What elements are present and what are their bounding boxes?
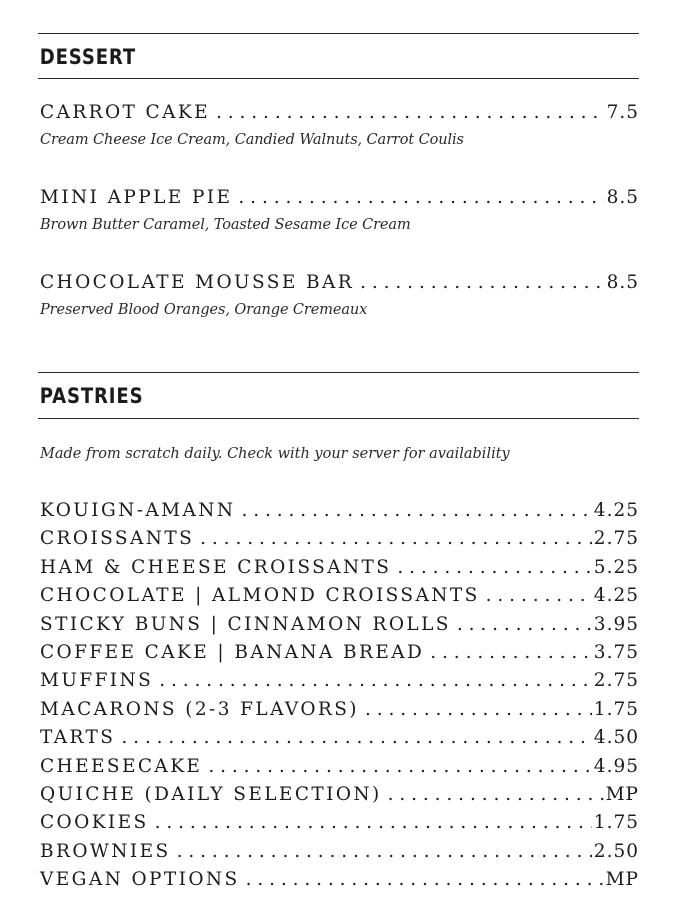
dot-leader: [216, 102, 605, 123]
menu-item-price: 1.75: [593, 698, 639, 720]
menu-item-price: 2.50: [593, 840, 639, 862]
menu-item: [38, 866, 639, 894]
pastries-note: Made from scratch daily. Check with your server for availability: [40, 446, 510, 462]
menu-item-name: STICKY BUNS | CINNAMON ROLLS: [40, 613, 451, 635]
menu-item-description: Brown Butter Caramel, Toasted Sesame Ice Cream: [40, 217, 411, 233]
menu-item-price: 3.95: [593, 613, 639, 635]
menu-item-name: BROWNIES: [40, 840, 171, 862]
menu-item-name: CHEESECAKE: [40, 755, 203, 777]
menu-item: [38, 696, 639, 724]
menu-item-name: TARTS: [40, 727, 116, 749]
section-top-rule: [38, 33, 639, 34]
dot-leader: [360, 272, 604, 293]
dot-leader: [430, 639, 592, 667]
menu-item: [38, 753, 639, 781]
menu-item: [38, 639, 639, 667]
menu-item: [38, 611, 639, 639]
menu-item-description: Preserved Blood Oranges, Orange Cremeaux: [40, 302, 368, 318]
dot-leader: [246, 866, 604, 894]
menu-item: [38, 667, 639, 695]
menu-item-name: COOKIES: [40, 812, 149, 834]
menu-item-price: MP: [605, 869, 639, 891]
menu-item-price: 5.25: [593, 556, 639, 578]
dot-leader: [238, 187, 604, 208]
menu-item: [38, 187, 639, 233]
menu-item-line: [38, 102, 639, 123]
menu-item-name: QUICHE (DAILY SELECTION): [40, 783, 382, 805]
menu-item-name: COFFEE CAKE | BANANA BREAD: [40, 641, 425, 663]
menu-item-name: MINI APPLE PIE: [40, 187, 233, 208]
dot-leader: [177, 838, 592, 866]
menu-item-price: 7.5: [606, 102, 639, 123]
dot-leader: [241, 497, 591, 525]
dot-leader: [155, 809, 592, 837]
menu-item: [38, 781, 639, 809]
dot-leader: [365, 696, 592, 724]
menu-item-price: 8.5: [606, 272, 639, 293]
section-title: PASTRIES: [39, 384, 144, 408]
menu-item-name: KOUIGN-AMANN: [40, 500, 236, 521]
dot-leader: [486, 582, 592, 610]
menu-item-price: 1.75: [593, 812, 639, 834]
section-bottom-rule: [38, 78, 639, 79]
section-bottom-rule: [38, 418, 639, 419]
menu-item-price: 4.95: [593, 755, 639, 777]
menu-item: [38, 102, 639, 148]
menu-item-name: MACARONS (2-3 FLAVORS): [40, 698, 359, 720]
menu-item: [38, 809, 639, 837]
menu-item-price: 4.25: [593, 585, 639, 607]
menu-item: [38, 272, 639, 318]
menu-item-price: 2.75: [593, 528, 639, 550]
menu-item: [38, 724, 639, 752]
menu-item-price: 3.75: [593, 641, 639, 663]
menu-item-name: MUFFINS: [40, 670, 154, 692]
menu-item-name: CROISSANTS: [40, 528, 195, 550]
menu-item: [38, 554, 639, 582]
menu-item-price: 4.50: [593, 727, 639, 749]
dot-leader: [397, 554, 591, 582]
menu-item-description: Cream Cheese Ice Cream, Candied Walnuts, Carrot Coulis: [40, 132, 464, 148]
menu-item: [38, 497, 639, 525]
menu-item-line: [38, 187, 639, 208]
menu-item: [38, 582, 639, 610]
menu-item-price: 2.75: [593, 670, 639, 692]
menu-item-name: CHOCOLATE | ALMOND CROISSANTS: [40, 585, 480, 607]
pastry-list: [38, 497, 639, 894]
section-title: DESSERT: [39, 45, 137, 69]
dot-leader: [121, 724, 591, 752]
dot-leader: [208, 753, 591, 781]
dot-leader: [457, 611, 592, 639]
menu-item-price: MP: [605, 783, 639, 805]
menu-item-name: CHOCOLATE MOUSSE BAR: [40, 272, 355, 293]
section-top-rule: [38, 372, 639, 373]
menu-item: [38, 525, 639, 553]
dot-leader: [200, 525, 592, 553]
menu-item-name: VEGAN OPTIONS: [40, 869, 240, 891]
menu-item-name: HAM & CHEESE CROISSANTS: [40, 556, 392, 578]
menu-item: [38, 838, 639, 866]
menu-item-price: 8.5: [606, 187, 639, 208]
menu-item-price: 4.25: [593, 500, 639, 521]
dot-leader: [159, 667, 592, 695]
menu-item-line: [38, 272, 639, 293]
menu-item-name: CARROT CAKE: [40, 102, 211, 123]
dot-leader: [388, 781, 604, 809]
